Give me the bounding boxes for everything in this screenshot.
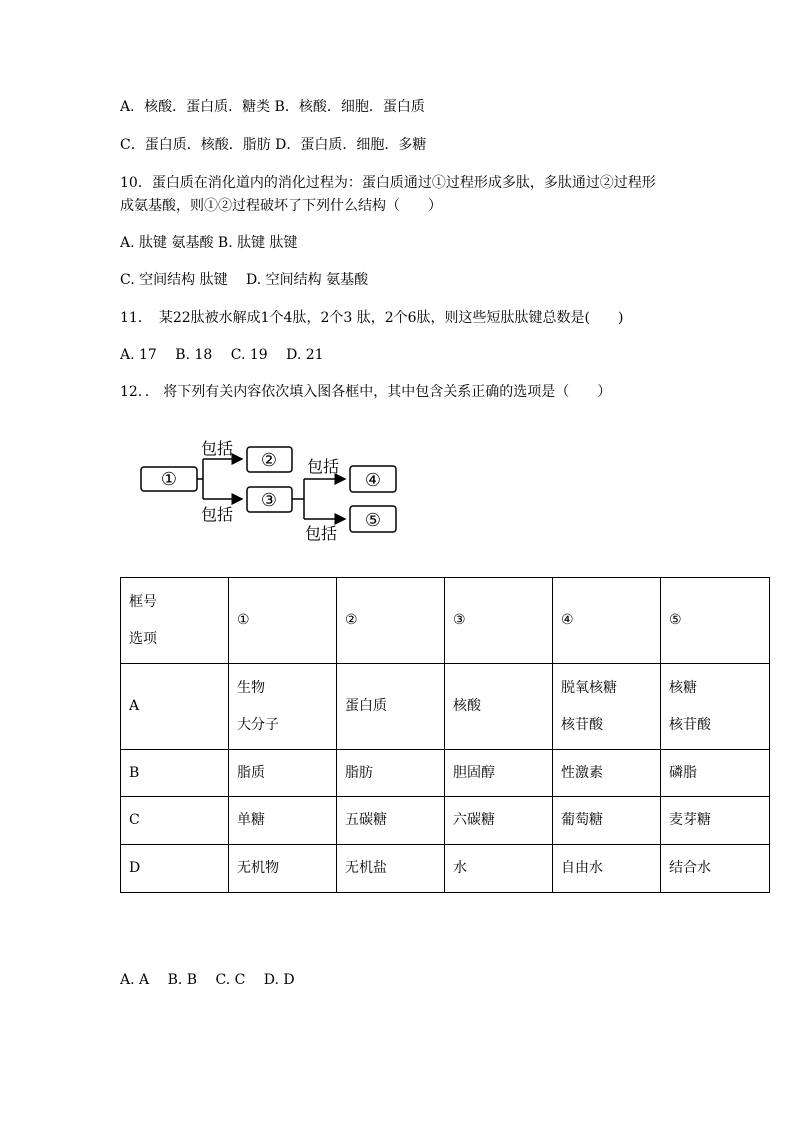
header-col-4: ④ xyxy=(561,612,574,628)
cell-text: 磷脂 xyxy=(669,764,697,781)
q11-stem: 11． 某22肽被水解成1个4肽，2个3 肽，2个6肽，则这些短肽肽键总数是( ) xyxy=(120,310,624,326)
row-label-text: D xyxy=(129,860,141,876)
q10-options-cd: C. 空间结构 肽键 D. 空间结构 氨基酸 xyxy=(120,272,369,288)
table-row xyxy=(121,845,770,893)
q9-options-ab: A．核酸．蛋白质．糖类 B．核酸．细胞．蛋白质 xyxy=(120,99,425,115)
table-cell xyxy=(337,750,445,797)
table-cell xyxy=(337,664,445,750)
row-label-text: C xyxy=(129,812,140,828)
q12-stem: 12．． 将下列有关内容依次填入图各框中，其中包含关系正确的选项是（ ） xyxy=(120,384,612,400)
box-5-label: ⑤ xyxy=(364,510,382,531)
cell-text: 性激素 xyxy=(561,764,603,781)
row-label xyxy=(121,664,229,750)
table-cell xyxy=(445,845,553,893)
include-label-2: 包括 xyxy=(201,505,234,524)
cell-text: 麦芽糖 xyxy=(669,812,711,828)
table-cell xyxy=(661,750,770,797)
header-cell xyxy=(445,578,553,664)
cell-text: 核苷酸 xyxy=(669,716,711,733)
cell-text: 脱氧核糖 xyxy=(561,679,617,696)
cell-text: 核酸 xyxy=(453,698,481,714)
table-header-row xyxy=(121,578,770,664)
table-cell xyxy=(229,664,337,750)
header-col-3: ③ xyxy=(453,612,466,628)
header-cell xyxy=(121,578,229,664)
header-col-1: ① xyxy=(237,612,250,628)
table-cell xyxy=(661,797,770,845)
row-label-text: B xyxy=(129,764,140,781)
cell-text: 大分子 xyxy=(237,716,279,733)
row-label xyxy=(121,750,229,797)
cell-text: 水 xyxy=(453,860,467,876)
cell-text: 蛋白质 xyxy=(345,698,387,714)
table-cell xyxy=(553,845,661,893)
table-cell xyxy=(337,797,445,845)
header-box-number: 框号 xyxy=(129,593,157,610)
row-label xyxy=(121,797,229,845)
q9-options-cd: C．蛋白质．核酸．脂肪 D．蛋白质．细胞．多糖 xyxy=(120,137,427,153)
include-label-4: 包括 xyxy=(305,524,338,543)
cell-text: 核糖 xyxy=(669,679,697,696)
cell-text: 核苷酸 xyxy=(561,716,603,733)
table-cell xyxy=(661,845,770,893)
q10-stem-line2: 成氨基酸，则①②过程破坏了下列什么结构（ ） xyxy=(120,198,442,214)
cell-text: 单糖 xyxy=(237,812,265,828)
include-label-3: 包括 xyxy=(307,457,340,476)
table-cell xyxy=(445,797,553,845)
q11-options: A. 17 B. 18 C. 19 D. 21 xyxy=(120,347,324,363)
cell-text: 无机物 xyxy=(237,860,279,876)
table-cell xyxy=(229,797,337,845)
header-col-2: ② xyxy=(345,612,358,628)
include-label-1: 包括 xyxy=(201,439,234,458)
cell-text: 胆固醇 xyxy=(453,764,495,781)
table-cell xyxy=(553,664,661,750)
q12-options: A. A B. B C. C D. D xyxy=(120,972,295,988)
table-row xyxy=(121,797,770,845)
options-table xyxy=(120,577,770,893)
cell-text: 葡萄糖 xyxy=(561,812,603,828)
cell-text: 自由水 xyxy=(561,860,603,876)
q10-stem-line1: 10．蛋白质在消化道内的消化过程为：蛋白质通过①过程形成多肽，多肽通过②过程形 xyxy=(120,175,656,191)
table-cell xyxy=(229,845,337,893)
box-2-label: ② xyxy=(260,450,278,471)
header-cell xyxy=(553,578,661,664)
header-cell xyxy=(229,578,337,664)
table-cell xyxy=(553,750,661,797)
cell-text: 无机盐 xyxy=(345,860,387,876)
row-label xyxy=(121,845,229,893)
table-cell xyxy=(229,750,337,797)
inclusion-diagram xyxy=(135,428,415,548)
q10-options-ab: A. 肽键 氨基酸 B. 肽键 肽键 xyxy=(120,235,298,251)
table-cell xyxy=(445,750,553,797)
header-cell xyxy=(661,578,770,664)
table-cell xyxy=(661,664,770,750)
table-row xyxy=(121,750,770,797)
header-option: 选项 xyxy=(129,630,157,647)
cell-text: 脂质 xyxy=(237,764,265,781)
cell-text: 生物 xyxy=(237,679,265,696)
header-cell xyxy=(337,578,445,664)
box-3-label: ③ xyxy=(260,490,278,511)
header-col-5: ⑤ xyxy=(669,612,682,628)
table-cell xyxy=(337,845,445,893)
cell-text: 脂肪 xyxy=(345,764,373,781)
table-cell xyxy=(553,797,661,845)
row-label-text: A xyxy=(129,698,140,714)
cell-text: 六碳糖 xyxy=(453,812,495,828)
box-4-label: ④ xyxy=(364,470,382,491)
table-row xyxy=(121,664,770,750)
box-1-label: ① xyxy=(160,469,178,490)
cell-text: 五碳糖 xyxy=(345,812,387,828)
table-cell xyxy=(445,664,553,750)
cell-text: 结合水 xyxy=(669,860,711,876)
